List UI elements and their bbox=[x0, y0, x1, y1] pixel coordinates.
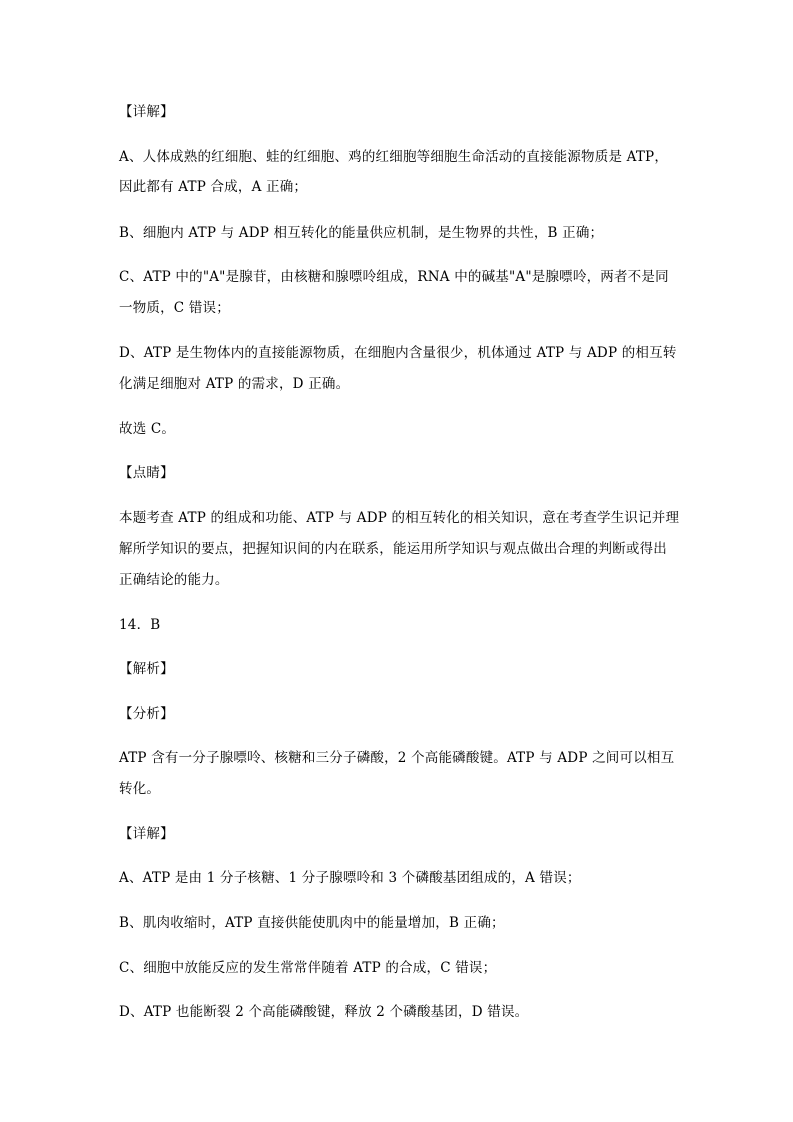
paragraph-line: 正确结论的能力。 bbox=[119, 572, 229, 588]
section-heading-detail: 【详解】 bbox=[119, 104, 174, 120]
section-heading-analysis: 【解析】 bbox=[119, 661, 174, 677]
section-heading-comment: 【点睛】 bbox=[119, 465, 174, 481]
section-heading-detail: 【详解】 bbox=[119, 826, 174, 842]
paragraph-line: 本题考查 ATP 的组成和功能、ATP 与 ADP 的相互转化的相关知识，意在考查学生识记并理 bbox=[119, 510, 680, 526]
paragraph-line: ATP 含有一分子腺嘌呤、核糖和三分子磷酸，2 个高能磷酸键。ATP 与 ADP 之间可以相互 bbox=[119, 750, 675, 766]
paragraph-line: 解所学知识的要点，把握知识间的内在联系，能运用所学知识与观点做出合理的判断或得出 bbox=[119, 541, 667, 557]
section-heading-analyze: 【分析】 bbox=[119, 706, 174, 722]
paragraph-line: 化满足细胞对 ATP 的需求，D 正确。 bbox=[119, 376, 350, 392]
paragraph-line: C、细胞中放能反应的发生常常伴随着 ATP 的合成，C 错误； bbox=[119, 960, 497, 976]
paragraph-line: A、人体成熟的红细胞、蛙的红细胞、鸡的红细胞等细胞生命活动的直接能源物质是 ATP， bbox=[119, 149, 669, 165]
question-number: 14．B bbox=[119, 617, 161, 633]
answer-line: 故选 C。 bbox=[119, 421, 176, 437]
paragraph-line: D、ATP 是生物体内的直接能源物质，在细胞内含量很少，机体通过 ATP 与 ADP 的相互转 bbox=[119, 345, 677, 361]
paragraph-line: 一物质，C 错误； bbox=[119, 300, 230, 316]
paragraph-line: B、肌肉收缩时，ATP 直接供能使肌肉中的能量增加，B 正确； bbox=[119, 915, 505, 931]
paragraph-line: C、ATP 中的"A"是腺苷，由核糖和腺嘌呤组成，RNA 中的碱基"A"是腺嘌呤，两者不是同 bbox=[119, 269, 669, 285]
paragraph-line: D、ATP 也能断裂 2 个高能磷酸键，释放 2 个磷酸基团，D 错误。 bbox=[119, 1004, 529, 1020]
paragraph-line: 因此都有 ATP 合成，A 正确； bbox=[119, 179, 308, 195]
paragraph-line: 转化。 bbox=[119, 781, 161, 797]
paragraph-line: A、ATP 是由 1 分子核糖、1 分子腺嘌呤和 3 个磷酸基团组成的，A 错误； bbox=[119, 870, 581, 886]
paragraph-line: B、细胞内 ATP 与 ADP 相互转化的能量供应机制，是生物界的共性，B 正确； bbox=[119, 225, 604, 241]
